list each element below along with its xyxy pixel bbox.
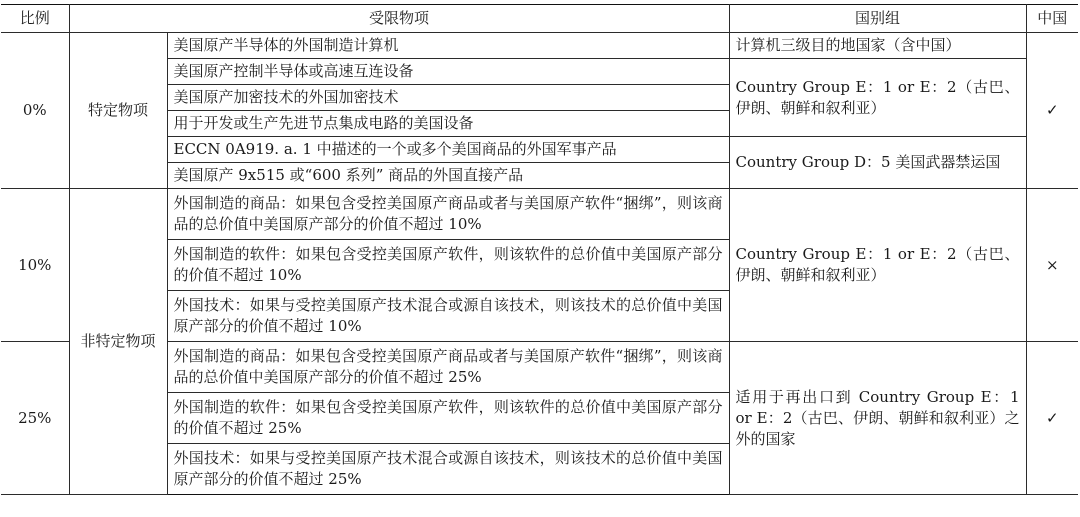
item-cell: 美国原产 9x515 或“600 系列” 商品的外国直接产品 — [167, 163, 729, 189]
header-country-group: 国别组 — [729, 5, 1026, 33]
item-cell: 外国制造的商品：如果包含受控美国原产商品或者与美国原产软件“捆绑”，则该商品的总价值中美国原产部分的价值不超过 10% — [167, 189, 729, 240]
header-row — [1, 5, 1078, 33]
country-group-cell: Country Group E：1 or E：2（古巴、伊朗、朝鲜和叙利亚） — [729, 59, 1026, 137]
item-cell: 外国制造的软件：如果包含受控美国原产软件，则该软件的总价值中美国原产部分的价值不超过 10% — [167, 240, 729, 291]
item-cell: 美国原产控制半导体或高速互连设备 — [167, 59, 729, 85]
country-group-cell: 适用于再出口到 Country Group E：1 or E：2（古巴、伊朗、朝鲜和叙利亚）之外的国家 — [729, 342, 1026, 495]
country-group-cell: 计算机三级目的地国家（含中国） — [729, 33, 1026, 59]
country-group-cell: Country Group D：5 美国武器禁运国 — [729, 137, 1026, 189]
table-row — [1, 33, 1078, 59]
country-group-cell: Country Group E：1 or E：2（古巴、伊朗、朝鲜和叙利亚） — [729, 189, 1026, 342]
item-cell: 外国制造的商品：如果包含受控美国原产商品或者与美国原产软件“捆绑”，则该商品的总价值中美国原产部分的价值不超过 25% — [167, 342, 729, 393]
ratio-cell-10: 10% — [1, 189, 69, 342]
item-cell: 外国技术：如果与受控美国原产技术混合或源自该技术，则该技术的总价值中美国原产部分的价值不超过 10% — [167, 291, 729, 342]
ratio-cell-25: 25% — [1, 342, 69, 495]
item-cell: 美国原产加密技术的外国加密技术 — [167, 85, 729, 111]
item-cell: 外国制造的软件：如果包含受控美国原产软件，则该软件的总价值中美国原产部分的价值不超过 25% — [167, 393, 729, 444]
header-items: 受限物项 — [69, 5, 729, 33]
ratio-cell-0: 0% — [1, 33, 69, 189]
china-check-0: ✓ — [1026, 33, 1078, 189]
restricted-items-table — [1, 4, 1078, 495]
china-cross-10: × — [1026, 189, 1078, 342]
china-check-25: ✓ — [1026, 342, 1078, 495]
item-cell: 用于开发或生产先进节点集成电路的美国设备 — [167, 111, 729, 137]
header-ratio: 比例 — [1, 5, 69, 33]
category-specific: 特定物项 — [69, 33, 167, 189]
header-china: 中国 — [1026, 5, 1078, 33]
item-cell: ECCN 0A919. a. 1 中描述的一个或多个美国商品的外国军事产品 — [167, 137, 729, 163]
table-row — [1, 189, 1078, 240]
item-cell: 外国技术：如果与受控美国原产技术混合或源自该技术，则该技术的总价值中美国原产部分的价值不超过 25% — [167, 444, 729, 495]
item-cell: 美国原产半导体的外国制造计算机 — [167, 33, 729, 59]
category-non-specific: 非特定物项 — [69, 189, 167, 495]
